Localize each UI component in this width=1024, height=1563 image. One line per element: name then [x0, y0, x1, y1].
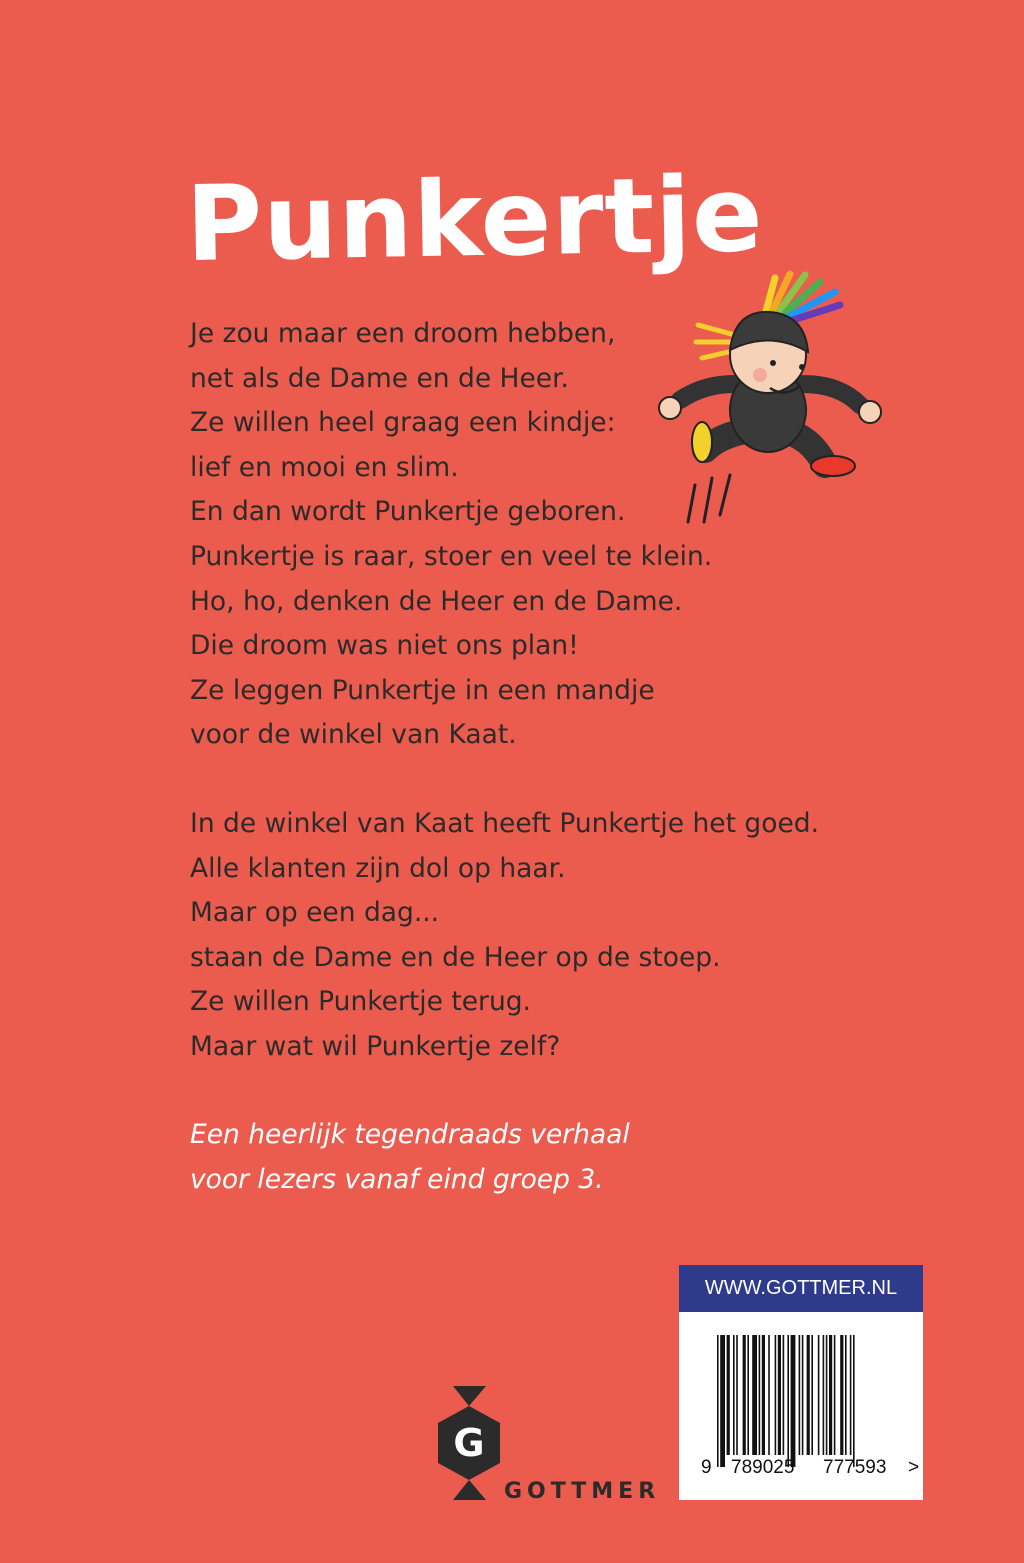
isbn-group-2: 777593 [823, 1457, 887, 1478]
barcode-bar [743, 1335, 746, 1455]
publisher-name: GOTTMER [504, 1479, 661, 1504]
blurb-line: Ze willen heel graag een kindje: [190, 407, 616, 439]
barcode-bar [850, 1335, 852, 1455]
barcode-bar [727, 1335, 730, 1455]
barcode-bar [840, 1335, 843, 1455]
blurb-line: Alle klanten zijn dol op haar. [190, 852, 566, 884]
blurb-line: Ze leggen Punkertje in een mandje [190, 674, 655, 706]
blurb-paragraph-1 [190, 312, 712, 758]
barcode-bar [834, 1335, 836, 1455]
barcode-bar [811, 1335, 813, 1455]
barcode-bar [720, 1335, 725, 1467]
blurb-line: Ho, ho, denken de Heer en de Dame. [190, 585, 683, 617]
barcode-bar [736, 1335, 738, 1455]
barcode-bar [807, 1335, 810, 1455]
barcode-bar [787, 1335, 789, 1467]
barcode-bar [778, 1335, 781, 1455]
blurb-line: staan de Dame en de Heer op de stoep. [190, 941, 721, 973]
barcode-bar [733, 1335, 735, 1455]
logo-letter: G [453, 1421, 485, 1465]
isbn-digit-first: 9 [701, 1457, 712, 1478]
barcode-bar [802, 1335, 804, 1455]
blurb-line: voor de winkel van Kaat. [190, 719, 517, 751]
publisher-url: WWW.GOTTMER.NL [679, 1265, 923, 1312]
blurb-line: Die droom was niet ons plan! [190, 630, 579, 662]
barcode-bar [818, 1335, 820, 1455]
punkertje-illustration [640, 260, 890, 530]
blurb-line: Punkertje is raar, stoer en veel te klein. [190, 540, 713, 572]
blurb-line: Maar op een dag... [190, 897, 440, 929]
book-title: Punkertje [184, 152, 765, 286]
tagline [190, 1113, 630, 1202]
blurb-line: In de winkel van Kaat heeft Punkertje het goed. [190, 808, 820, 839]
barcode-bar [775, 1335, 777, 1455]
blurb-line: Maar wat wil Punkertje zelf? [190, 1030, 561, 1062]
tagline-line: voor lezers vanaf eind groep 3. [190, 1163, 604, 1195]
blurb-line: Ze willen Punkertje terug. [190, 986, 531, 1018]
barcode-bar [845, 1335, 847, 1455]
barcode-bar [823, 1335, 825, 1455]
barcode-bar [826, 1335, 828, 1455]
barcode-bar [752, 1335, 757, 1455]
barcode-bar [853, 1335, 855, 1467]
barcode-bar [768, 1335, 770, 1455]
blurb-line: net als de Dame en de Heer. [190, 362, 569, 394]
barcode-bar [829, 1335, 832, 1455]
barcode-bar [791, 1335, 796, 1467]
barcode-bar [762, 1335, 765, 1455]
isbn-group-1: 789025 [731, 1457, 795, 1478]
barcode-bar [717, 1335, 719, 1467]
barcode-bar [799, 1335, 801, 1455]
blurb-paragraph-2 [190, 802, 819, 1070]
isbn-barcode-box [679, 1265, 923, 1500]
blurb-line: lief en mooi en slim. [190, 451, 459, 483]
barcode-bar [759, 1335, 761, 1455]
barcode-bar [783, 1335, 785, 1455]
barcode [717, 1335, 897, 1467]
barcode-bar [747, 1335, 749, 1455]
blurb-line: Je zou maar een droom hebben, [190, 318, 616, 349]
blurb-line: En dan wordt Punkertje geboren. [190, 496, 626, 528]
tagline-line: Een heerlijk tegendraads verhaal [190, 1119, 630, 1150]
isbn-arrow: > [908, 1457, 920, 1478]
